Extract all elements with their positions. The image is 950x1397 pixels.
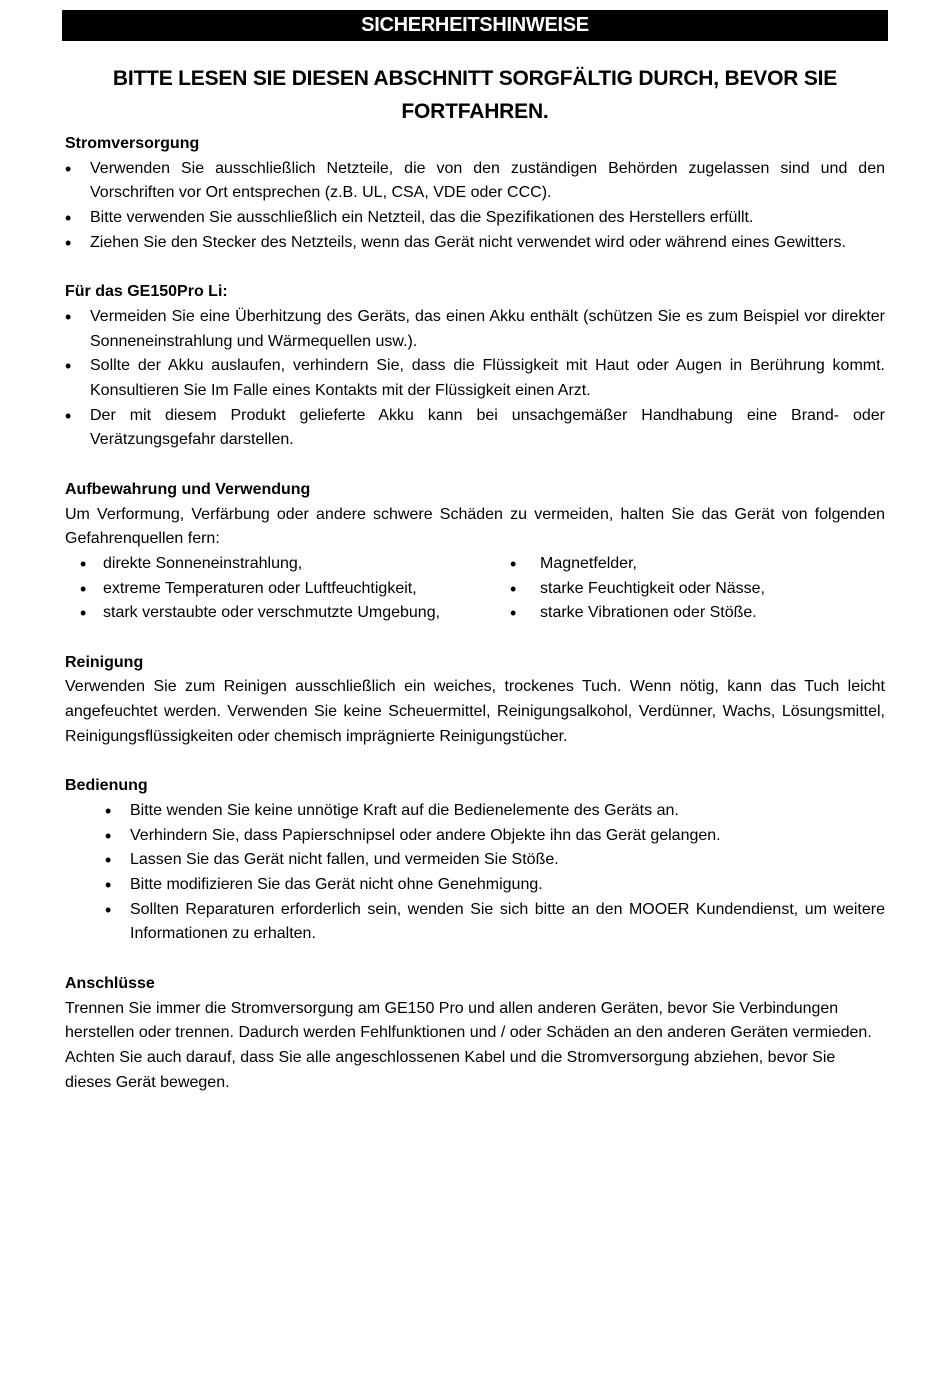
bullet-list (105, 799, 885, 947)
list-item: • direkte Sonneneinstrahlung, (80, 552, 480, 577)
list-item: • Sollte der Akku auslaufen, verhindern Sie, dass die Flüssigkeit mit Haut oder Augen in Berührung kommt. Konsultieren Sie Im Falle eines Kontakts mit der Flüssigkeit einen Arzt. (65, 354, 885, 403)
list-item: • Verhindern Sie, dass Papierschnipsel oder andere Objekte ihn das Gerät gelangen. (105, 824, 885, 849)
list-item: • Magnetfelder, (510, 552, 870, 577)
list-item: • extreme Temperaturen oder Luftfeuchtigkeit, (80, 577, 480, 602)
section-cleaning (65, 651, 885, 750)
bullet-list (65, 305, 885, 453)
section-power (65, 132, 885, 256)
list-item: • Bitte wenden Sie keine unnötige Kraft auf die Bedienelemente des Geräts an. (105, 799, 885, 824)
list-item: • starke Feuchtigkeit oder Nässe, (510, 577, 870, 602)
page-title: SICHERHEITSHINWEISE (62, 10, 888, 41)
list-item: • Verwenden Sie ausschließlich Netzteile, die von den zuständigen Behörden zugelassen sind und den Vorschriften vor Ort entsprechen (z.B. UL, CSA, VDE oder CCC). (65, 157, 885, 206)
list-item: • Der mit diesem Produkt gelieferte Akku kann bei unsachgemäßer Handhabung eine Brand- oder Verätzungsgefahr darstellen. (65, 404, 885, 453)
section-heading: Bedienung (65, 777, 148, 795)
list-item: • starke Vibrationen oder Stöße. (510, 601, 870, 626)
bullet-list-left (80, 552, 480, 626)
section-text: Um Verformung, Verfärbung oder andere schwere Schäden zu vermeiden, halten Sie das Gerät von folgenden Gefahrenquellen fern: (65, 505, 885, 548)
section-text: Trennen Sie immer die Stromversorgung am GE150 Pro und allen anderen Geräten, bevor Sie Verbindungen herstellen oder trennen. Dadurch werden Fehlfunktionen und / oder Schäden an den anderen Geräten vermieden. Achten Sie auch darauf, dass Sie alle angeschlossenen Kabel und die Stromversorgung abziehen, bevor Sie dieses Gerät bewegen. (65, 999, 872, 1091)
section-operation (65, 774, 885, 947)
section-storage (65, 478, 885, 626)
section-heading: Reinigung (65, 653, 144, 671)
list-item: • Sollten Reparaturen erforderlich sein, wenden Sie sich bitte an den MOOER Kundendienst, um weitere Informationen zu erhalten. (105, 898, 885, 947)
content (65, 62, 885, 1120)
list-item: • Lassen Sie das Gerät nicht fallen, und vermeiden Sie Stöße. (105, 848, 885, 873)
section-heading: Aufbewahrung und Verwendung (65, 480, 311, 498)
list-item: • Ziehen Sie den Stecker des Netzteils, wenn das Gerät nicht verwendet wird oder während eines Gewitters. (65, 231, 885, 256)
section-connections (65, 972, 885, 1096)
list-item: • Vermeiden Sie eine Überhitzung des Geräts, das einen Akku enthält (schützen Sie es zum Beispiel vor direkter Sonneneinstrahlung und Wärmequellen usw.). (65, 305, 885, 354)
two-column-list (65, 552, 885, 626)
bullet-list-right (510, 552, 870, 626)
section-heading: Für das GE150Pro Li: (65, 283, 228, 301)
list-item: • Bitte modifizieren Sie das Gerät nicht ohne Genehmigung. (105, 873, 885, 898)
bullet-list (65, 157, 885, 256)
warning-heading: BITTE LESEN SIE DIESEN ABSCHNITT SORGFÄLTIG DURCH, BEVOR SIE FORTFAHREN. (112, 67, 838, 123)
list-item: • stark verstaubte oder verschmutzte Umgebung, (80, 601, 480, 626)
section-battery (65, 280, 885, 453)
section-heading: Anschlüsse (65, 974, 155, 992)
section-heading: Stromversorgung (65, 135, 200, 152)
section-text: Verwenden Sie zum Reinigen ausschließlich ein weiches, trockenes Tuch. Wenn nötig, kann das Tuch leicht angefeuchtet werden. Verwenden Sie keine Scheuermittel, Reinigungsalkohol, Verdünner, Wachs, Lösungsmittel, Reinigungsflüssigkeiten oder chemisch imprägnierte Reinigungstücher. (65, 678, 885, 745)
list-item: • Bitte verwenden Sie ausschließlich ein Netzteil, das die Spezifikationen des Herstellers erfüllt. (65, 206, 885, 231)
